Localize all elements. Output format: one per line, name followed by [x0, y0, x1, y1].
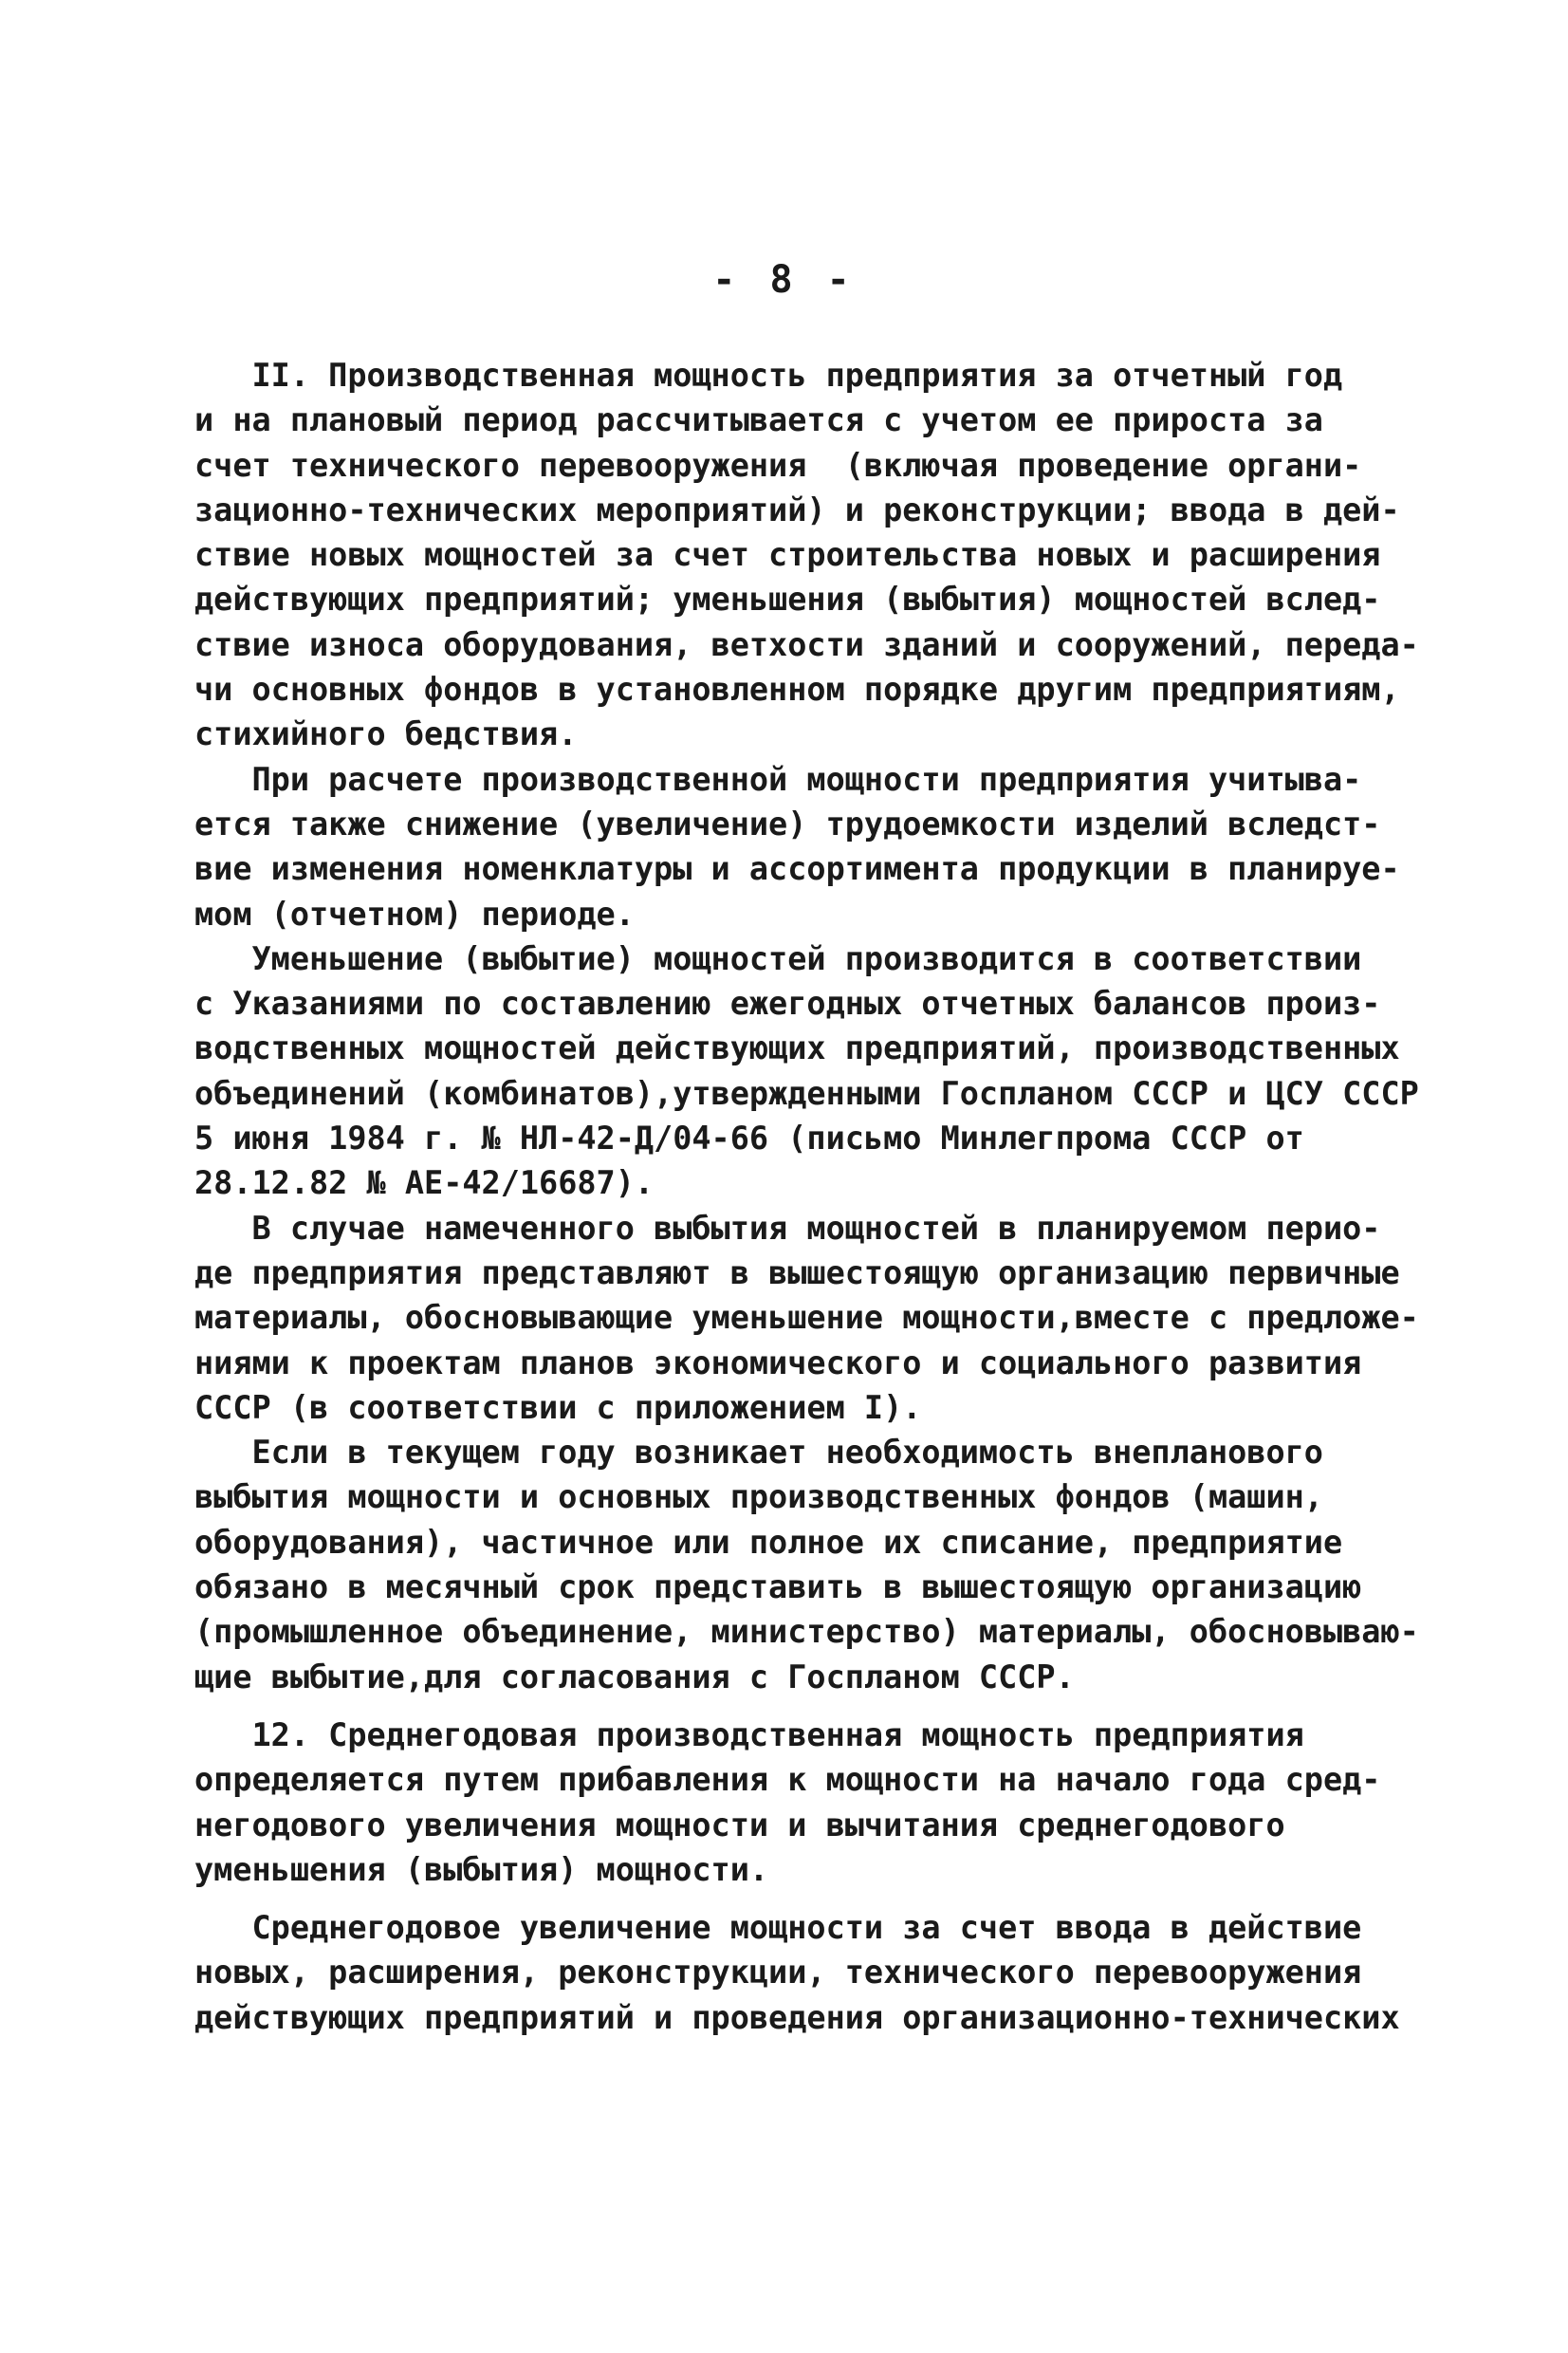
text-line: счет технического перевооружения (включая проведение органи- [194, 446, 1362, 484]
paragraph-12 [194, 1713, 1380, 1892]
text-line: щие выбытие,для согласования с Госпланом СССР. [194, 1658, 1075, 1695]
paragraph-planned-retirement [194, 1206, 1419, 1430]
text-line: 5 июня 1984 г. № НЛ-42-Д/04-66 (письмо Минлегпрома СССР от [194, 1120, 1304, 1158]
text-line: зационно-технических мероприятий) и реконструкции; ввода в дей- [194, 491, 1400, 528]
text-line: При расчете производственной мощности предприятия учитыва- [194, 760, 1362, 798]
page-number: - 8 - [712, 258, 856, 302]
text-line: В случае намеченного выбытия мощностей в планируемом перио- [194, 1209, 1381, 1247]
text-line: определяется путем прибавления к мощности на начало года сред- [194, 1761, 1381, 1799]
text-line: и на плановый период рассчитывается с учетом ее прироста за [194, 401, 1323, 439]
text-line: чи основных фондов в установленном порядке другим предприятиям, [194, 671, 1400, 709]
text-line: действующих предприятий и проведения организационно-технических [194, 1998, 1400, 2036]
paragraph-unplanned-retirement [194, 1430, 1419, 1699]
paragraph-calculation [194, 757, 1400, 936]
text-line: 28.12.82 № АЕ-42/16687). [194, 1164, 655, 1202]
text-line: 12. Среднегодовая производственная мощность предприятия [194, 1715, 1304, 1753]
text-line: (промышленное объединение, министерство) материалы, обосновываю- [194, 1613, 1419, 1651]
text-line: Среднегодовое увеличение мощности за счет ввода в действие [194, 1909, 1362, 1947]
paragraph-11 [194, 353, 1419, 757]
text-line: негодового увеличения мощности и вычитания среднегодового [194, 1806, 1285, 1843]
text-line: мом (отчетном) периоде. [194, 895, 635, 933]
paragraph-gap [194, 1699, 1380, 1713]
text-line: уменьшения (выбытия) мощности. [194, 1850, 769, 1888]
paragraph-reduction [194, 936, 1419, 1206]
text-line: с Указаниями по составлению ежегодных отчетных балансов произ- [194, 985, 1381, 1023]
text-line: вие изменения номенклатуры и ассортимента продукции в планируе- [194, 850, 1400, 888]
text-line: обязано в месячный срок представить в вышестоящую организацию [194, 1568, 1362, 1606]
text-line: объединений (комбинатов),утвержденными Госпланом СССР и ЦСУ СССР [194, 1074, 1419, 1112]
text-line: материалы, обосновывающие уменьшение мощности,вместе с предложе- [194, 1299, 1419, 1337]
paragraph-average-increase [194, 1905, 1400, 2040]
text-line: Уменьшение (выбытие) мощностей производится в соответствии [194, 939, 1362, 977]
text-line: ствие износа оборудования, ветхости зданий и сооружений, переда- [194, 625, 1419, 663]
text-line: ствие новых мощностей за счет строительства новых и расширения [194, 536, 1381, 574]
text-line: выбытия мощности и основных производственных фондов (машин, [194, 1478, 1323, 1516]
text-line: водственных мощностей действующих предприятий, производственных [194, 1029, 1400, 1067]
text-line: де предприятия представляют в вышестоящую организацию первичные [194, 1253, 1400, 1291]
body-text [194, 353, 1419, 2040]
text-line: Если в текущем году возникает необходимость внепланового [194, 1434, 1323, 1472]
text-line: оборудования), частичное или полное их списание, предприятие [194, 1523, 1343, 1561]
text-line: новых, расширения, реконструкции, технического перевооружения [194, 1954, 1362, 1992]
text-line: ется также снижение (увеличение) трудоемкости изделий вследст- [194, 805, 1381, 843]
text-line: стихийного бедствия. [194, 715, 578, 753]
text-line: II. Производственная мощность предприятия за отчетный год [194, 357, 1343, 394]
text-line: действующих предприятий; уменьшения (выбытия) мощностей вслед- [194, 581, 1381, 619]
text-line: СССР (в соответствии с приложением I). [194, 1388, 922, 1426]
paragraph-gap [194, 1892, 1380, 1905]
text-line: ниями к проектам планов экономического и социального развития [194, 1343, 1362, 1381]
